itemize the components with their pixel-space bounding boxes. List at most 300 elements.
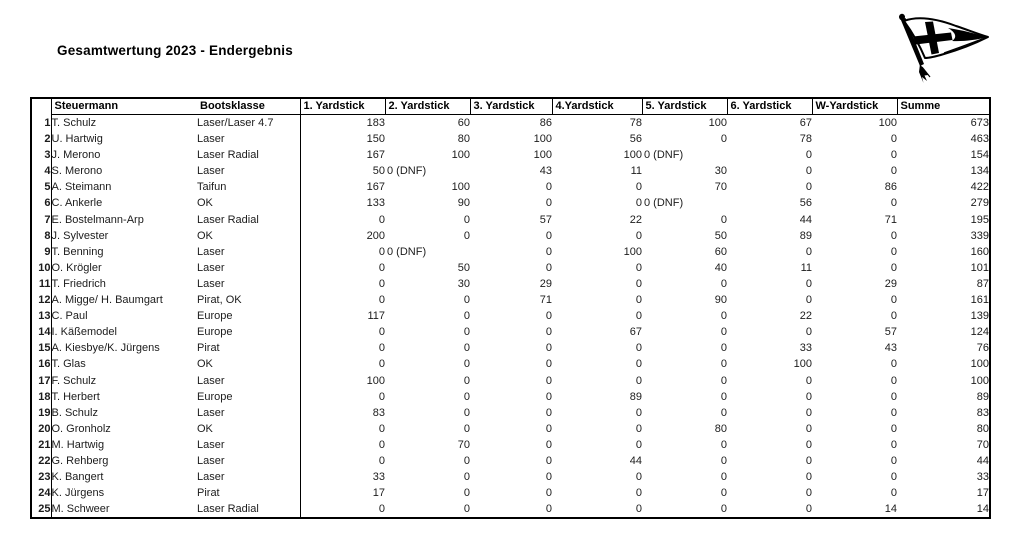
steuermann-cell: A. Steimann xyxy=(51,179,197,195)
summe-cell: 89 xyxy=(976,390,989,403)
table-row xyxy=(31,356,990,372)
steuermann-cell: B. Schulz xyxy=(51,405,197,421)
score-cell-yardstick-3: 57 xyxy=(539,213,552,226)
score-cell-w-yardstick: 0 xyxy=(890,149,897,162)
steuermann-cell: O. Gronholz xyxy=(51,421,197,437)
score-cell-yardstick-1: 0 xyxy=(300,389,385,405)
score-cell-yardstick-6: 0 xyxy=(805,422,812,435)
bootsklasse-cell: Laser xyxy=(197,438,225,451)
score-cell-yardstick-6: 0 xyxy=(805,245,812,258)
score-cell-yardstick-1: 167 xyxy=(300,147,385,163)
score-cell-yardstick-1: 200 xyxy=(300,228,385,244)
steuermann-cell: I. Käßemodel xyxy=(51,324,197,340)
score-cell-yardstick-1: 0 xyxy=(300,453,385,469)
rank-cell: 20 xyxy=(38,422,51,435)
score-cell-w-yardstick: 0 xyxy=(890,471,897,484)
bootsklasse-cell: Laser xyxy=(197,133,225,146)
score-cell-yardstick-1: 100 xyxy=(300,373,385,389)
column-header-yardstick-2: 2. Yardstick xyxy=(385,98,470,115)
rank-cell: 14 xyxy=(38,326,51,339)
score-cell-yardstick-2: 50 xyxy=(457,261,470,274)
score-cell-yardstick-4: 0 xyxy=(635,342,642,355)
score-cell-yardstick-4: 0 xyxy=(635,374,642,387)
bootsklasse-cell: Laser xyxy=(197,374,225,387)
score-cell-yardstick-5: 0 xyxy=(720,342,727,355)
table-row xyxy=(31,195,990,211)
score-cell-w-yardstick: 57 xyxy=(884,326,897,339)
summe-cell: 87 xyxy=(976,277,989,290)
score-cell-yardstick-4: 89 xyxy=(629,390,642,403)
score-cell-yardstick-1: 0 xyxy=(300,356,385,372)
score-cell-yardstick-5: 40 xyxy=(714,261,727,274)
score-cell-yardstick-5: 0 xyxy=(720,277,727,290)
score-cell-w-yardstick: 0 xyxy=(890,374,897,387)
score-cell-yardstick-5: 0 xyxy=(720,326,727,339)
score-cell-yardstick-2: 0 xyxy=(463,374,470,387)
summe-cell: 154 xyxy=(970,149,989,162)
score-cell-yardstick-3: 100 xyxy=(533,133,552,146)
score-cell-yardstick-3: 71 xyxy=(539,294,552,307)
rank-cell: 18 xyxy=(38,390,51,403)
summe-cell: 463 xyxy=(970,133,989,146)
steuermann-cell: T. Herbert xyxy=(51,389,197,405)
score-cell-yardstick-6: 0 xyxy=(805,277,812,290)
column-header-yardstick-3: 3. Yardstick xyxy=(470,98,552,115)
column-header-rank xyxy=(31,98,51,115)
score-cell-yardstick-2: 0 xyxy=(463,487,470,500)
score-cell-yardstick-3: 0 xyxy=(545,487,552,500)
score-cell-yardstick-2: 100 xyxy=(451,149,470,162)
score-cell-yardstick-2: 0 xyxy=(463,326,470,339)
rank-cell: 8 xyxy=(44,229,51,242)
score-cell-yardstick-1: 0 xyxy=(300,292,385,308)
column-header-yardstick-4: 4.Yardstick xyxy=(552,98,642,115)
score-cell-yardstick-6: 0 xyxy=(805,326,812,339)
score-cell-yardstick-4: 56 xyxy=(629,133,642,146)
column-header-steuermann: Steuermann xyxy=(51,98,197,115)
steuermann-cell: T. Friedrich xyxy=(51,276,197,292)
score-cell-yardstick-3: 0 xyxy=(545,390,552,403)
score-cell-yardstick-2: 0 xyxy=(463,213,470,226)
score-cell-w-yardstick: 0 xyxy=(890,133,897,146)
score-cell-w-yardstick: 0 xyxy=(890,310,897,323)
bootsklasse-cell: Laser xyxy=(197,165,225,178)
bootsklasse-cell: Europe xyxy=(197,390,233,403)
summe-cell: 101 xyxy=(970,261,989,274)
rank-cell: 16 xyxy=(38,358,51,371)
score-cell-yardstick-1: 0 xyxy=(300,260,385,276)
score-cell-yardstick-1: 0 xyxy=(300,421,385,437)
score-cell-yardstick-3: 0 xyxy=(545,471,552,484)
table-row xyxy=(31,437,990,453)
score-cell-yardstick-4: 0 xyxy=(635,358,642,371)
steuermann-cell: S. Merono xyxy=(51,163,197,179)
table-row xyxy=(31,421,990,437)
score-cell-w-yardstick: 0 xyxy=(890,390,897,403)
column-header-yardstick-1: 1. Yardstick xyxy=(300,98,385,115)
score-cell-yardstick-5: 0 xyxy=(720,358,727,371)
rank-cell: 9 xyxy=(44,245,51,258)
rank-cell: 23 xyxy=(38,471,51,484)
summe-cell: 134 xyxy=(970,165,989,178)
score-cell-yardstick-2: 60 xyxy=(457,117,470,129)
score-cell-yardstick-4: 0 xyxy=(635,229,642,242)
rank-cell: 21 xyxy=(38,438,51,451)
table-row xyxy=(31,373,990,389)
table-row xyxy=(31,469,990,485)
score-cell-yardstick-4: 22 xyxy=(629,213,642,226)
score-cell-yardstick-3: 0 xyxy=(545,197,552,210)
score-cell-yardstick-4: 0 xyxy=(635,438,642,451)
score-cell-yardstick-1: 50 xyxy=(300,163,385,179)
steuermann-cell: T. Glas xyxy=(51,356,197,372)
table-row xyxy=(31,405,990,421)
table-row xyxy=(31,179,990,195)
bootsklasse-cell: OK xyxy=(197,197,213,210)
score-cell-yardstick-6: 0 xyxy=(805,406,812,419)
steuermann-cell: A. Kiesbye/K. Jürgens xyxy=(51,340,197,356)
score-cell-yardstick-2: 0 xyxy=(463,454,470,467)
score-cell-yardstick-1: 0 xyxy=(300,501,385,518)
column-header-yardstick-5: 5. Yardstick xyxy=(642,98,727,115)
steuermann-cell: K. Jürgens xyxy=(51,485,197,501)
rank-cell: 15 xyxy=(38,342,51,355)
score-cell-yardstick-2: 0 xyxy=(463,422,470,435)
score-cell-yardstick-4: 0 xyxy=(635,277,642,290)
bootsklasse-cell: OK xyxy=(197,229,213,242)
rank-cell: 13 xyxy=(38,310,51,323)
score-cell-yardstick-4: 0 xyxy=(635,422,642,435)
score-cell-yardstick-1: 0 xyxy=(300,324,385,340)
score-cell-w-yardstick: 0 xyxy=(890,406,897,419)
bootsklasse-cell: Laser xyxy=(197,245,225,258)
score-cell-yardstick-1: 17 xyxy=(300,485,385,501)
score-cell-yardstick-1: 0 xyxy=(300,276,385,292)
summe-cell: 195 xyxy=(970,213,989,226)
rank-cell: 25 xyxy=(38,503,51,516)
rank-cell: 12 xyxy=(38,294,51,307)
score-cell-yardstick-5: 0 xyxy=(720,374,727,387)
score-cell-yardstick-4: 0 xyxy=(635,471,642,484)
score-cell-yardstick-2: 0 xyxy=(463,503,470,516)
score-cell-w-yardstick: 29 xyxy=(884,277,897,290)
score-cell-yardstick-4: 0 xyxy=(635,261,642,274)
column-header-bootsklasse: Bootsklasse xyxy=(197,98,300,115)
rank-cell: 3 xyxy=(44,149,51,162)
summe-cell: 673 xyxy=(970,117,989,129)
score-cell-yardstick-6: 11 xyxy=(800,261,812,274)
rank-cell: 11 xyxy=(38,277,51,290)
score-cell-yardstick-2: 90 xyxy=(457,197,470,210)
column-header-w-yardstick: W-Yardstick xyxy=(812,98,897,115)
score-cell-w-yardstick: 100 xyxy=(878,117,897,129)
score-cell-yardstick-5: 90 xyxy=(714,294,727,307)
steuermann-cell: A. Migge/ H. Baumgart xyxy=(51,292,197,308)
summe-cell: 161 xyxy=(970,294,989,307)
score-cell-w-yardstick: 0 xyxy=(890,245,897,258)
score-cell-w-yardstick: 0 xyxy=(890,422,897,435)
score-cell-w-yardstick: 0 xyxy=(890,261,897,274)
score-cell-yardstick-1: 0 xyxy=(300,244,385,260)
score-cell-w-yardstick: 86 xyxy=(884,181,897,194)
score-cell-yardstick-2: 0 xyxy=(463,310,470,323)
score-cell-yardstick-3: 0 xyxy=(545,438,552,451)
score-cell-yardstick-3: 0 xyxy=(545,503,552,516)
score-cell-yardstick-6: 33 xyxy=(799,342,812,355)
score-cell-yardstick-5: 0 xyxy=(720,487,727,500)
score-cell-yardstick-3: 0 xyxy=(545,406,552,419)
bootsklasse-cell: Pirat xyxy=(197,487,220,500)
summe-cell: 17 xyxy=(976,487,989,500)
score-cell-w-yardstick: 0 xyxy=(890,438,897,451)
summe-cell: 100 xyxy=(970,374,989,387)
score-cell-yardstick-4: 0 xyxy=(635,294,642,307)
score-cell-yardstick-6: 44 xyxy=(799,213,812,226)
score-cell-yardstick-4: 0 xyxy=(635,503,642,516)
rank-cell: 1 xyxy=(44,116,51,129)
score-cell-yardstick-4: 67 xyxy=(629,326,642,339)
score-cell-yardstick-3: 0 xyxy=(545,245,552,258)
score-cell-yardstick-3: 0 xyxy=(545,342,552,355)
score-cell-yardstick-1: 150 xyxy=(300,131,385,147)
score-cell-yardstick-2: 0 xyxy=(463,358,470,371)
table-row xyxy=(31,501,990,518)
score-cell-yardstick-5: 0 xyxy=(720,133,727,146)
score-cell-yardstick-2: 0 xyxy=(463,390,470,403)
score-cell-yardstick-2: 0 xyxy=(463,294,470,307)
table-row xyxy=(31,244,990,260)
table-header-row xyxy=(31,98,990,115)
table-row xyxy=(31,389,990,405)
score-cell-w-yardstick: 0 xyxy=(890,229,897,242)
score-cell-w-yardstick: 0 xyxy=(890,197,897,210)
score-cell-yardstick-1: 0 xyxy=(300,437,385,453)
rank-cell: 10 xyxy=(38,261,51,274)
score-cell-yardstick-6: 89 xyxy=(799,229,812,242)
steuermann-cell: J. Sylvester xyxy=(51,228,197,244)
column-header-yardstick-6: 6. Yardstick xyxy=(727,98,812,115)
score-cell-yardstick-3: 29 xyxy=(539,277,552,290)
score-cell-yardstick-3: 0 xyxy=(545,358,552,371)
summe-cell: 44 xyxy=(976,454,989,467)
bootsklasse-cell: Pirat, OK xyxy=(197,294,242,307)
rank-cell: 5 xyxy=(44,181,51,194)
steuermann-cell: E. Bostelmann-Arp xyxy=(51,212,197,228)
score-cell-yardstick-6: 0 xyxy=(805,438,812,451)
column-header-summe: Summe xyxy=(897,98,990,115)
score-cell-yardstick-1: 133 xyxy=(300,195,385,211)
score-cell-yardstick-3: 43 xyxy=(539,165,552,178)
score-cell-yardstick-2: 0 xyxy=(463,342,470,355)
score-cell-yardstick-6: 78 xyxy=(799,133,812,146)
rank-cell: 4 xyxy=(44,165,51,178)
score-cell-yardstick-1: 117 xyxy=(300,308,385,324)
score-cell-yardstick-4: 44 xyxy=(629,454,642,467)
steuermann-cell: J. Merono xyxy=(51,147,197,163)
rank-cell: 2 xyxy=(44,133,51,146)
rank-cell: 19 xyxy=(38,406,51,419)
bootsklasse-cell: Laser xyxy=(197,261,225,274)
rank-cell: 17 xyxy=(38,374,51,387)
score-cell-yardstick-1: 83 xyxy=(300,405,385,421)
bootsklasse-cell: Laser Radial xyxy=(197,503,259,516)
score-cell-yardstick-4: 0 xyxy=(635,406,642,419)
score-cell-yardstick-5: 0 xyxy=(720,454,727,467)
steuermann-cell: C. Ankerle xyxy=(51,195,197,211)
score-cell-yardstick-1: 183 xyxy=(300,115,385,132)
score-cell-yardstick-5: 70 xyxy=(714,181,727,194)
steuermann-cell: O. Krögler xyxy=(51,260,197,276)
score-cell-yardstick-5: 50 xyxy=(714,229,727,242)
bootsklasse-cell: Laser Radial xyxy=(197,149,259,162)
summe-cell: 100 xyxy=(970,358,989,371)
score-cell-yardstick-6: 0 xyxy=(805,149,812,162)
score-cell-yardstick-4: 78 xyxy=(629,117,642,129)
results-table xyxy=(30,97,991,519)
bootsklasse-cell: Laser xyxy=(197,277,225,290)
steuermann-cell: C. Paul xyxy=(51,308,197,324)
score-cell-yardstick-3: 100 xyxy=(533,149,552,162)
score-cell-yardstick-4: 0 xyxy=(635,197,642,210)
score-cell-yardstick-1: 0 xyxy=(300,340,385,356)
summe-cell: 124 xyxy=(970,326,989,339)
bootsklasse-cell: Laser xyxy=(197,454,225,467)
score-cell-yardstick-6: 22 xyxy=(799,310,812,323)
score-cell-yardstick-2: 0 xyxy=(463,229,470,242)
score-cell-yardstick-3: 0 xyxy=(545,229,552,242)
score-cell-yardstick-5: 0 (DNF) xyxy=(644,197,684,210)
score-cell-yardstick-2: 0 (DNF) xyxy=(387,245,427,258)
score-cell-yardstick-5: 0 xyxy=(720,471,727,484)
bootsklasse-cell: Laser xyxy=(197,471,225,484)
bootsklasse-cell: Europe xyxy=(197,310,233,323)
score-cell-yardstick-3: 0 xyxy=(545,310,552,323)
score-cell-yardstick-6: 0 xyxy=(805,294,812,307)
score-cell-w-yardstick: 14 xyxy=(884,503,897,516)
steuermann-cell: U. Hartwig xyxy=(51,131,197,147)
score-cell-yardstick-5: 80 xyxy=(714,422,727,435)
bootsklasse-cell: Europe xyxy=(197,326,233,339)
table-row xyxy=(31,163,990,179)
score-cell-yardstick-5: 100 xyxy=(708,117,727,129)
bootsklasse-cell: Laser/Laser 4.7 xyxy=(197,117,274,129)
table-row xyxy=(31,340,990,356)
score-cell-yardstick-5: 60 xyxy=(714,245,727,258)
score-cell-yardstick-5: 0 (DNF) xyxy=(644,149,684,162)
score-cell-yardstick-3: 0 xyxy=(545,374,552,387)
score-cell-yardstick-6: 56 xyxy=(799,197,812,210)
bootsklasse-cell: Laser xyxy=(197,406,225,419)
table-row xyxy=(31,260,990,276)
score-cell-yardstick-5: 0 xyxy=(720,406,727,419)
table-row xyxy=(31,147,990,163)
score-cell-yardstick-6: 0 xyxy=(805,390,812,403)
score-cell-yardstick-6: 0 xyxy=(805,454,812,467)
score-cell-yardstick-5: 0 xyxy=(720,390,727,403)
score-cell-w-yardstick: 0 xyxy=(890,487,897,500)
steuermann-cell: T. Benning xyxy=(51,244,197,260)
score-cell-yardstick-3: 0 xyxy=(545,326,552,339)
score-cell-yardstick-4: 100 xyxy=(623,245,642,258)
steuermann-cell: M. Hartwig xyxy=(51,437,197,453)
bootsklasse-cell: OK xyxy=(197,358,213,371)
score-cell-yardstick-2: 80 xyxy=(457,133,470,146)
score-cell-yardstick-5: 0 xyxy=(720,503,727,516)
bootsklasse-cell: Laser Radial xyxy=(197,213,259,226)
summe-cell: 70 xyxy=(976,438,989,451)
summe-cell: 80 xyxy=(976,422,989,435)
summe-cell: 160 xyxy=(970,245,989,258)
bootsklasse-cell: Pirat xyxy=(197,342,220,355)
score-cell-yardstick-3: 0 xyxy=(545,181,552,194)
steuermann-cell: M. Schweer xyxy=(51,501,197,518)
score-cell-yardstick-2: 0 xyxy=(463,471,470,484)
score-cell-yardstick-3: 0 xyxy=(545,422,552,435)
page-title: Gesamtwertung 2023 - Endergebnis xyxy=(57,43,293,58)
score-cell-yardstick-6: 0 xyxy=(805,374,812,387)
score-cell-yardstick-6: 0 xyxy=(805,165,812,178)
score-cell-yardstick-6: 0 xyxy=(805,181,812,194)
steuermann-cell: K. Bangert xyxy=(51,469,197,485)
score-cell-w-yardstick: 71 xyxy=(884,213,897,226)
summe-cell: 83 xyxy=(976,406,989,419)
score-cell-yardstick-4: 0 xyxy=(635,181,642,194)
rank-cell: 6 xyxy=(44,197,51,210)
summe-cell: 422 xyxy=(970,181,989,194)
sailing-club-burgee-logo xyxy=(878,6,1014,88)
score-cell-yardstick-2: 0 xyxy=(463,406,470,419)
score-cell-yardstick-4: 11 xyxy=(630,165,642,178)
score-cell-yardstick-2: 30 xyxy=(457,277,470,290)
steuermann-cell: F. Schulz xyxy=(51,373,197,389)
score-cell-yardstick-4: 0 xyxy=(635,487,642,500)
summe-cell: 76 xyxy=(976,342,989,355)
table-row xyxy=(31,324,990,340)
score-cell-yardstick-1: 33 xyxy=(300,469,385,485)
summe-cell: 14 xyxy=(976,503,989,516)
score-cell-yardstick-2: 100 xyxy=(451,181,470,194)
score-cell-yardstick-4: 0 xyxy=(635,310,642,323)
rank-cell: 22 xyxy=(38,454,51,467)
summe-cell: 33 xyxy=(976,471,989,484)
table-row xyxy=(31,453,990,469)
bootsklasse-cell: OK xyxy=(197,422,213,435)
table-row xyxy=(31,292,990,308)
score-cell-w-yardstick: 0 xyxy=(890,454,897,467)
score-cell-yardstick-4: 100 xyxy=(623,149,642,162)
score-cell-yardstick-5: 0 xyxy=(720,438,727,451)
summe-cell: 279 xyxy=(970,197,989,210)
score-cell-w-yardstick: 0 xyxy=(890,358,897,371)
table-row xyxy=(31,485,990,501)
score-cell-yardstick-1: 167 xyxy=(300,179,385,195)
table-row xyxy=(31,115,990,132)
score-cell-yardstick-6: 0 xyxy=(805,503,812,516)
steuermann-cell: T. Schulz xyxy=(51,115,197,132)
score-cell-yardstick-3: 0 xyxy=(545,454,552,467)
rank-cell: 7 xyxy=(44,213,51,226)
score-cell-yardstick-1: 0 xyxy=(300,212,385,228)
score-cell-yardstick-6: 67 xyxy=(799,117,812,129)
score-cell-yardstick-2: 0 (DNF) xyxy=(387,165,427,178)
score-cell-yardstick-3: 0 xyxy=(545,261,552,274)
table-row xyxy=(31,228,990,244)
score-cell-yardstick-2: 70 xyxy=(457,438,470,451)
score-cell-w-yardstick: 0 xyxy=(890,294,897,307)
table-row xyxy=(31,131,990,147)
table-row xyxy=(31,276,990,292)
score-cell-yardstick-5: 30 xyxy=(714,165,727,178)
